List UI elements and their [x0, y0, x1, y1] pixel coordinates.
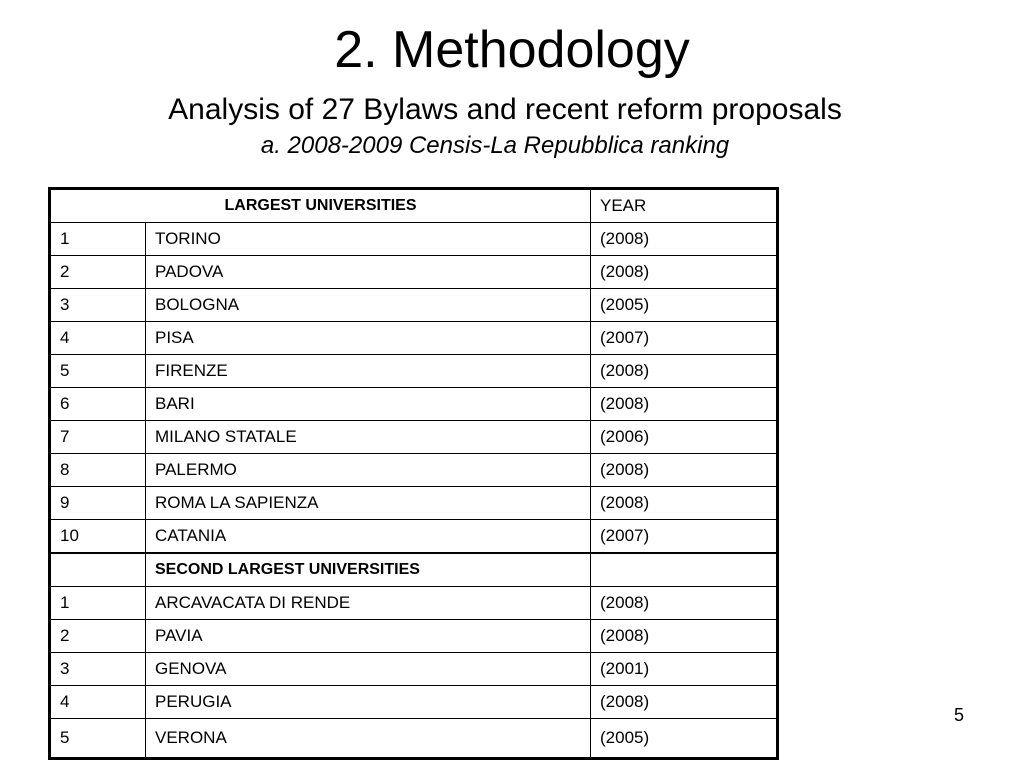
rank-cell: 9 — [51, 487, 146, 520]
table-header-row — [51, 190, 777, 223]
rank-cell: 1 — [51, 587, 146, 620]
rank-cell: 8 — [51, 454, 146, 487]
page-number: 5 — [953, 705, 964, 725]
table-row — [51, 322, 777, 355]
university-cell: BARI — [146, 388, 591, 421]
rank-cell: 2 — [51, 620, 146, 653]
university-cell: PALERMO — [146, 454, 591, 487]
largest-universities-header: LARGEST UNIVERSITIES — [51, 190, 591, 223]
year-cell: (2007) — [591, 322, 777, 355]
university-cell: PERUGIA — [146, 686, 591, 719]
table-row — [51, 256, 777, 289]
university-cell: VERONA — [146, 719, 591, 758]
rank-cell: 4 — [51, 686, 146, 719]
year-header: YEAR — [591, 190, 777, 223]
table-row — [51, 388, 777, 421]
table-row — [51, 620, 777, 653]
second-largest-universities-header: SECOND LARGEST UNIVERSITIES — [146, 553, 591, 587]
rank-cell: 1 — [51, 223, 146, 256]
rank-cell: 2 — [51, 256, 146, 289]
year-cell: (2008) — [591, 256, 777, 289]
university-cell: ARCAVACATA DI RENDE — [146, 587, 591, 620]
rank-cell: 7 — [51, 421, 146, 454]
rank-cell: 4 — [51, 322, 146, 355]
university-cell: MILANO STATALE — [146, 421, 591, 454]
empty-cell — [591, 553, 777, 587]
slide-subsubtitle: a. 2008-2009 Censis-La Repubblica ranking — [260, 132, 730, 159]
rank-cell: 5 — [51, 355, 146, 388]
empty-cell — [51, 553, 146, 587]
university-cell: FIRENZE — [146, 355, 591, 388]
table-row — [51, 719, 777, 758]
table-row — [51, 223, 777, 256]
rank-cell: 10 — [51, 520, 146, 554]
university-cell: CATANIA — [146, 520, 591, 554]
table-row — [51, 520, 777, 554]
year-cell: (2005) — [591, 719, 777, 758]
table-row — [51, 289, 777, 322]
table-row — [51, 653, 777, 686]
table-row — [51, 686, 777, 719]
year-cell: (2008) — [591, 487, 777, 520]
rank-cell: 6 — [51, 388, 146, 421]
university-cell: PISA — [146, 322, 591, 355]
university-cell: GENOVA — [146, 653, 591, 686]
year-cell: (2008) — [591, 355, 777, 388]
year-cell: (2006) — [591, 421, 777, 454]
year-cell: (2007) — [591, 520, 777, 554]
table-row — [51, 421, 777, 454]
year-cell: (2008) — [591, 388, 777, 421]
ranking-table — [50, 189, 777, 758]
year-cell: (2008) — [591, 620, 777, 653]
table-row — [51, 355, 777, 388]
university-cell: PADOVA — [146, 256, 591, 289]
university-cell: BOLOGNA — [146, 289, 591, 322]
rank-cell: 5 — [51, 719, 146, 758]
university-cell: TORINO — [146, 223, 591, 256]
year-cell: (2005) — [591, 289, 777, 322]
second-section-header-row — [51, 553, 777, 587]
table-row — [51, 587, 777, 620]
table-row — [51, 487, 777, 520]
year-cell: (2008) — [591, 587, 777, 620]
slide-subtitle: Analysis of 27 Bylaws and recent reform proposals — [168, 93, 842, 126]
slide-title: 2. Methodology — [334, 21, 690, 79]
year-cell: (2008) — [591, 686, 777, 719]
year-cell: (2008) — [591, 454, 777, 487]
table-row — [51, 454, 777, 487]
university-cell: ROMA LA SAPIENZA — [146, 487, 591, 520]
year-cell: (2008) — [591, 223, 777, 256]
rank-cell: 3 — [51, 289, 146, 322]
year-cell: (2001) — [591, 653, 777, 686]
university-cell: PAVIA — [146, 620, 591, 653]
rank-cell: 3 — [51, 653, 146, 686]
